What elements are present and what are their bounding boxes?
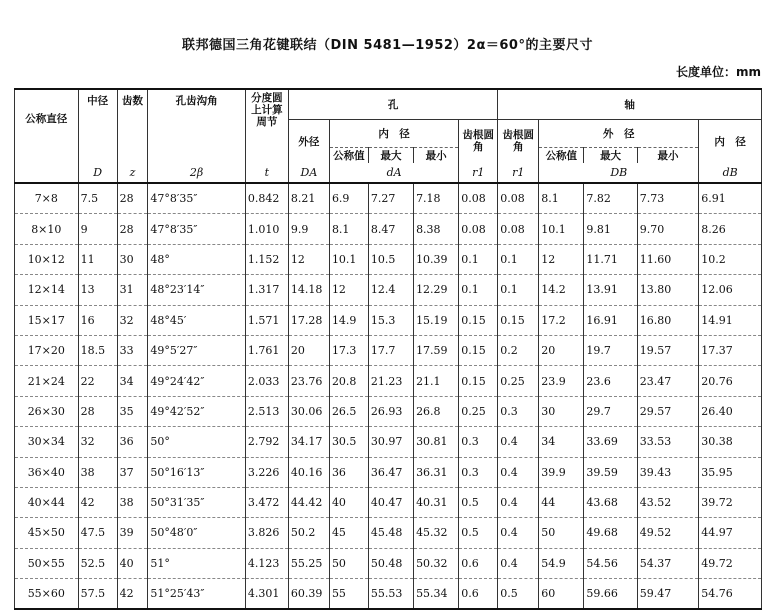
cell-nominal-diameter: 50×55 [15, 548, 79, 578]
cell-hole-inner-nominal: 6.9 [329, 183, 368, 214]
cell-hole-fillet: 0.15 [459, 335, 498, 365]
cell-shaft-inner: 35.95 [699, 457, 762, 487]
header-shaft: 轴 [498, 89, 762, 119]
header-hole-fillet: 齿根圆角 [459, 119, 498, 163]
cell-shaft-outer-min: 23.47 [637, 366, 699, 396]
sym-beta: 2β [148, 163, 245, 183]
cell-shaft-outer-nominal: 23.9 [539, 366, 584, 396]
cell-shaft-inner: 26.40 [699, 396, 762, 426]
cell-hole-inner-max: 8.47 [368, 214, 413, 244]
cell-shaft-outer-max: 54.56 [584, 548, 637, 578]
spline-dimension-table [14, 88, 762, 610]
cell-shaft-inner: 54.76 [699, 579, 762, 610]
cell-teeth: 31 [117, 275, 148, 305]
cell-nominal-diameter: 10×12 [15, 244, 79, 274]
cell-hole-outer: 44.42 [288, 487, 329, 517]
table-row [15, 183, 762, 214]
cell-shaft-fillet: 0.25 [498, 366, 539, 396]
cell-shaft-fillet: 0.5 [498, 579, 539, 610]
cell-hole-outer: 23.76 [288, 366, 329, 396]
unit-label: 长度单位：mm [675, 65, 761, 79]
sym-spacer [15, 163, 79, 183]
cell-shaft-outer-max: 9.81 [584, 214, 637, 244]
cell-hole-fillet: 0.08 [459, 214, 498, 244]
cell-nominal-diameter: 36×40 [15, 457, 79, 487]
cell-teeth: 37 [117, 457, 148, 487]
cell-shaft-outer-nominal: 54.9 [539, 548, 584, 578]
cell-hole-outer: 30.06 [288, 396, 329, 426]
cell-shaft-outer-min: 54.37 [637, 548, 699, 578]
header-shaft-fillet: 齿根圆角 [498, 119, 539, 163]
cell-shaft-outer-min: 7.73 [637, 183, 699, 214]
cell-nominal-diameter: 12×14 [15, 275, 79, 305]
cell-shaft-outer-nominal: 50 [539, 518, 584, 548]
cell-hole-inner-nominal: 10.1 [329, 244, 368, 274]
cell-nominal-diameter: 8×10 [15, 214, 79, 244]
cell-hole-inner-min: 17.59 [414, 335, 459, 365]
cell-hole-inner-nominal: 26.5 [329, 396, 368, 426]
cell-shaft-outer-min: 33.53 [637, 427, 699, 457]
header-hole-angle: 孔齿沟角 [148, 89, 245, 147]
cell-hole-fillet: 0.3 [459, 427, 498, 457]
cell-shaft-inner: 8.26 [699, 214, 762, 244]
cell-shaft-fillet: 0.1 [498, 275, 539, 305]
table-row [15, 305, 762, 335]
header-pitch-diameter: 中径 [78, 89, 117, 147]
header-hole-inner-nominal: 公称值 [329, 147, 368, 163]
cell-hole-fillet: 0.5 [459, 487, 498, 517]
cell-pitch: 3.826 [245, 518, 288, 548]
cell-hole-inner-nominal: 20.8 [329, 366, 368, 396]
cell-teeth: 28 [117, 214, 148, 244]
cell-pitch: 1.571 [245, 305, 288, 335]
cell-hole-angle: 49°5′27″ [148, 335, 245, 365]
cell-pitch-diameter: 18.5 [78, 335, 117, 365]
cell-shaft-inner: 12.06 [699, 275, 762, 305]
cell-shaft-fillet: 0.15 [498, 305, 539, 335]
cell-pitch: 4.301 [245, 579, 288, 610]
cell-hole-fillet: 0.6 [459, 579, 498, 610]
sym-t: t [245, 163, 288, 183]
cell-teeth: 38 [117, 487, 148, 517]
sym-D: D [78, 163, 117, 183]
cell-shaft-fillet: 0.4 [498, 457, 539, 487]
cell-hole-inner-min: 15.19 [414, 305, 459, 335]
cell-shaft-outer-max: 59.66 [584, 579, 637, 610]
header-pitch: 分度圆上计算周节 [245, 89, 288, 147]
cell-pitch-diameter: 9 [78, 214, 117, 244]
table-row [15, 518, 762, 548]
cell-pitch-diameter: 38 [78, 457, 117, 487]
cell-shaft-outer-min: 19.57 [637, 335, 699, 365]
cell-pitch-diameter: 13 [78, 275, 117, 305]
cell-hole-inner-min: 10.39 [414, 244, 459, 274]
cell-hole-inner-min: 21.1 [414, 366, 459, 396]
cell-hole-inner-min: 26.8 [414, 396, 459, 426]
cell-pitch-diameter: 7.5 [78, 183, 117, 214]
cell-hole-angle: 48°45′ [148, 305, 245, 335]
cell-pitch-diameter: 47.5 [78, 518, 117, 548]
cell-shaft-outer-nominal: 20 [539, 335, 584, 365]
cell-hole-inner-min: 8.38 [414, 214, 459, 244]
cell-shaft-fillet: 0.4 [498, 427, 539, 457]
cell-nominal-diameter: 45×50 [15, 518, 79, 548]
cell-shaft-outer-min: 59.47 [637, 579, 699, 610]
cell-hole-fillet: 0.15 [459, 366, 498, 396]
cell-hole-fillet: 0.25 [459, 396, 498, 426]
cell-pitch-diameter: 16 [78, 305, 117, 335]
cell-hole-inner-nominal: 8.1 [329, 214, 368, 244]
cell-shaft-outer-min: 11.60 [637, 244, 699, 274]
cell-hole-inner-max: 45.48 [368, 518, 413, 548]
cell-hole-inner-min: 36.31 [414, 457, 459, 487]
document-title: 联邦德国三角花键联结（DIN 5481—1952）2α＝60°的主要尺寸 [182, 38, 593, 53]
cell-shaft-outer-nominal: 30 [539, 396, 584, 426]
cell-hole-inner-nominal: 17.3 [329, 335, 368, 365]
cell-hole-fillet: 0.1 [459, 244, 498, 274]
cell-hole-inner-min: 40.31 [414, 487, 459, 517]
cell-shaft-fillet: 0.3 [498, 396, 539, 426]
cell-shaft-outer-nominal: 12 [539, 244, 584, 274]
cell-shaft-outer-max: 13.91 [584, 275, 637, 305]
cell-teeth: 32 [117, 305, 148, 335]
cell-shaft-outer-nominal: 17.2 [539, 305, 584, 335]
cell-hole-angle: 50° [148, 427, 245, 457]
cell-hole-outer: 55.25 [288, 548, 329, 578]
cell-shaft-fillet: 0.1 [498, 244, 539, 274]
cell-shaft-outer-max: 49.68 [584, 518, 637, 548]
table-row [15, 366, 762, 396]
sym-r1-shaft: r1 [498, 163, 539, 183]
cell-shaft-fillet: 0.4 [498, 487, 539, 517]
cell-hole-inner-nominal: 40 [329, 487, 368, 517]
cell-nominal-diameter: 40×44 [15, 487, 79, 517]
cell-teeth: 39 [117, 518, 148, 548]
cell-hole-inner-min: 55.34 [414, 579, 459, 610]
cell-pitch: 3.472 [245, 487, 288, 517]
cell-pitch: 1.152 [245, 244, 288, 274]
cell-nominal-diameter: 26×30 [15, 396, 79, 426]
cell-hole-inner-min: 30.81 [414, 427, 459, 457]
cell-shaft-inner: 49.72 [699, 548, 762, 578]
cell-shaft-outer-nominal: 14.2 [539, 275, 584, 305]
cell-shaft-outer-min: 29.57 [637, 396, 699, 426]
cell-nominal-diameter: 15×17 [15, 305, 79, 335]
cell-hole-outer: 9.9 [288, 214, 329, 244]
cell-pitch-diameter: 57.5 [78, 579, 117, 610]
cell-hole-inner-max: 30.97 [368, 427, 413, 457]
cell-shaft-outer-max: 23.6 [584, 366, 637, 396]
cell-hole-inner-max: 55.53 [368, 579, 413, 610]
cell-hole-fillet: 0.5 [459, 518, 498, 548]
cell-hole-outer: 20 [288, 335, 329, 365]
cell-teeth: 28 [117, 183, 148, 214]
cell-nominal-diameter: 7×8 [15, 183, 79, 214]
cell-teeth: 33 [117, 335, 148, 365]
cell-hole-outer: 8.21 [288, 183, 329, 214]
cell-hole-angle: 49°42′52″ [148, 396, 245, 426]
cell-hole-inner-nominal: 12 [329, 275, 368, 305]
cell-hole-outer: 50.2 [288, 518, 329, 548]
sym-dA: dA [329, 163, 458, 183]
cell-nominal-diameter: 30×34 [15, 427, 79, 457]
table-row [15, 579, 762, 610]
header-spacer-4 [148, 147, 245, 163]
cell-shaft-outer-max: 11.71 [584, 244, 637, 274]
cell-pitch: 0.842 [245, 183, 288, 214]
cell-hole-inner-max: 12.4 [368, 275, 413, 305]
cell-shaft-inner: 17.37 [699, 335, 762, 365]
cell-shaft-outer-max: 19.7 [584, 335, 637, 365]
cell-shaft-outer-max: 43.68 [584, 487, 637, 517]
cell-hole-inner-max: 17.7 [368, 335, 413, 365]
header-spacer-2 [78, 147, 117, 163]
cell-hole-inner-min: 45.32 [414, 518, 459, 548]
cell-pitch-diameter: 32 [78, 427, 117, 457]
cell-hole-inner-min: 7.18 [414, 183, 459, 214]
sym-DB: DB [539, 163, 699, 183]
cell-hole-angle: 50°16′13″ [148, 457, 245, 487]
cell-shaft-inner: 14.91 [699, 305, 762, 335]
header-teeth: 齿数 [117, 89, 148, 147]
cell-hole-outer: 12 [288, 244, 329, 274]
cell-hole-angle: 49°24′42″ [148, 366, 245, 396]
cell-teeth: 40 [117, 548, 148, 578]
cell-hole-outer: 17.28 [288, 305, 329, 335]
header-spacer-5 [245, 147, 288, 163]
header-hole-outer: 外径 [288, 119, 329, 163]
cell-hole-inner-max: 40.47 [368, 487, 413, 517]
header-shaft-outer-min: 最小 [637, 147, 699, 163]
cell-shaft-outer-max: 16.91 [584, 305, 637, 335]
cell-hole-angle: 51°25′43″ [148, 579, 245, 610]
header-hole-inner-min: 最小 [414, 147, 459, 163]
cell-hole-fillet: 0.08 [459, 183, 498, 214]
cell-hole-inner-max: 21.23 [368, 366, 413, 396]
cell-hole-inner-nominal: 14.9 [329, 305, 368, 335]
cell-shaft-outer-nominal: 10.1 [539, 214, 584, 244]
header-hole: 孔 [288, 89, 497, 119]
cell-teeth: 30 [117, 244, 148, 274]
cell-shaft-inner: 30.38 [699, 427, 762, 457]
cell-pitch: 3.226 [245, 457, 288, 487]
cell-hole-angle: 48° [148, 244, 245, 274]
cell-shaft-outer-min: 43.52 [637, 487, 699, 517]
header-hole-inner: 内 径 [329, 119, 458, 147]
cell-hole-fillet: 0.3 [459, 457, 498, 487]
cell-shaft-outer-nominal: 60 [539, 579, 584, 610]
table-row [15, 457, 762, 487]
cell-pitch-diameter: 42 [78, 487, 117, 517]
cell-hole-inner-min: 12.29 [414, 275, 459, 305]
cell-hole-angle: 48°23′14″ [148, 275, 245, 305]
header-nominal-diameter: 公称直径 [15, 89, 79, 147]
cell-pitch: 4.123 [245, 548, 288, 578]
cell-shaft-outer-min: 13.80 [637, 275, 699, 305]
cell-hole-outer: 40.16 [288, 457, 329, 487]
cell-pitch: 2.033 [245, 366, 288, 396]
sym-r1-hole: r1 [459, 163, 498, 183]
table-row [15, 335, 762, 365]
cell-shaft-outer-nominal: 8.1 [539, 183, 584, 214]
cell-shaft-inner: 39.72 [699, 487, 762, 517]
cell-shaft-outer-nominal: 39.9 [539, 457, 584, 487]
cell-shaft-inner: 10.2 [699, 244, 762, 274]
cell-pitch-diameter: 28 [78, 396, 117, 426]
cell-hole-fillet: 0.1 [459, 275, 498, 305]
cell-hole-inner-nominal: 36 [329, 457, 368, 487]
table-row [15, 548, 762, 578]
cell-pitch-diameter: 22 [78, 366, 117, 396]
header-shaft-inner: 内 径 [699, 119, 762, 163]
cell-pitch: 1.761 [245, 335, 288, 365]
cell-shaft-inner: 20.76 [699, 366, 762, 396]
table-row [15, 396, 762, 426]
cell-nominal-diameter: 55×60 [15, 579, 79, 610]
cell-hole-inner-max: 7.27 [368, 183, 413, 214]
header-shaft-outer-nominal: 公称值 [539, 147, 584, 163]
cell-shaft-fillet: 0.2 [498, 335, 539, 365]
cell-shaft-fillet: 0.4 [498, 548, 539, 578]
table-row [15, 214, 762, 244]
header-shaft-outer: 外 径 [539, 119, 699, 147]
table-row [15, 244, 762, 274]
cell-teeth: 36 [117, 427, 148, 457]
cell-shaft-outer-max: 7.82 [584, 183, 637, 214]
table-row [15, 275, 762, 305]
cell-pitch: 1.010 [245, 214, 288, 244]
cell-hole-outer: 14.18 [288, 275, 329, 305]
cell-teeth: 35 [117, 396, 148, 426]
cell-pitch: 2.792 [245, 427, 288, 457]
cell-pitch-diameter: 52.5 [78, 548, 117, 578]
cell-hole-inner-max: 36.47 [368, 457, 413, 487]
cell-shaft-outer-min: 39.43 [637, 457, 699, 487]
table-row [15, 427, 762, 457]
cell-hole-outer: 60.39 [288, 579, 329, 610]
cell-shaft-fillet: 0.08 [498, 214, 539, 244]
cell-hole-inner-max: 50.48 [368, 548, 413, 578]
cell-hole-inner-max: 26.93 [368, 396, 413, 426]
cell-hole-inner-nominal: 50 [329, 548, 368, 578]
cell-pitch: 1.317 [245, 275, 288, 305]
cell-shaft-outer-nominal: 34 [539, 427, 584, 457]
cell-hole-inner-max: 10.5 [368, 244, 413, 274]
cell-hole-angle: 50°48′0″ [148, 518, 245, 548]
cell-hole-inner-nominal: 55 [329, 579, 368, 610]
sym-dB: dB [699, 163, 762, 183]
cell-shaft-outer-nominal: 44 [539, 487, 584, 517]
cell-shaft-outer-min: 16.80 [637, 305, 699, 335]
cell-hole-outer: 34.17 [288, 427, 329, 457]
cell-pitch: 2.513 [245, 396, 288, 426]
header-shaft-outer-max: 最大 [584, 147, 637, 163]
cell-shaft-fillet: 0.08 [498, 183, 539, 214]
cell-shaft-outer-max: 39.59 [584, 457, 637, 487]
cell-hole-angle: 47°8′35″ [148, 183, 245, 214]
cell-hole-angle: 47°8′35″ [148, 214, 245, 244]
cell-shaft-inner: 44.97 [699, 518, 762, 548]
cell-hole-inner-max: 15.3 [368, 305, 413, 335]
header-spacer-3 [117, 147, 148, 163]
cell-pitch-diameter: 11 [78, 244, 117, 274]
cell-shaft-outer-max: 33.69 [584, 427, 637, 457]
cell-shaft-inner: 6.91 [699, 183, 762, 214]
cell-hole-inner-nominal: 45 [329, 518, 368, 548]
table-row [15, 487, 762, 517]
cell-teeth: 34 [117, 366, 148, 396]
cell-nominal-diameter: 21×24 [15, 366, 79, 396]
cell-hole-angle: 50°31′35″ [148, 487, 245, 517]
cell-shaft-outer-min: 49.52 [637, 518, 699, 548]
cell-shaft-fillet: 0.4 [498, 518, 539, 548]
sym-DA: DA [288, 163, 329, 183]
cell-hole-inner-nominal: 30.5 [329, 427, 368, 457]
cell-teeth: 42 [117, 579, 148, 610]
header-hole-inner-max: 最大 [368, 147, 413, 163]
cell-hole-fillet: 0.6 [459, 548, 498, 578]
cell-shaft-outer-max: 29.7 [584, 396, 637, 426]
header-spacer-1 [15, 147, 79, 163]
sym-z: z [117, 163, 148, 183]
cell-shaft-outer-min: 9.70 [637, 214, 699, 244]
cell-nominal-diameter: 17×20 [15, 335, 79, 365]
cell-hole-inner-min: 50.32 [414, 548, 459, 578]
cell-hole-angle: 51° [148, 548, 245, 578]
cell-hole-fillet: 0.15 [459, 305, 498, 335]
